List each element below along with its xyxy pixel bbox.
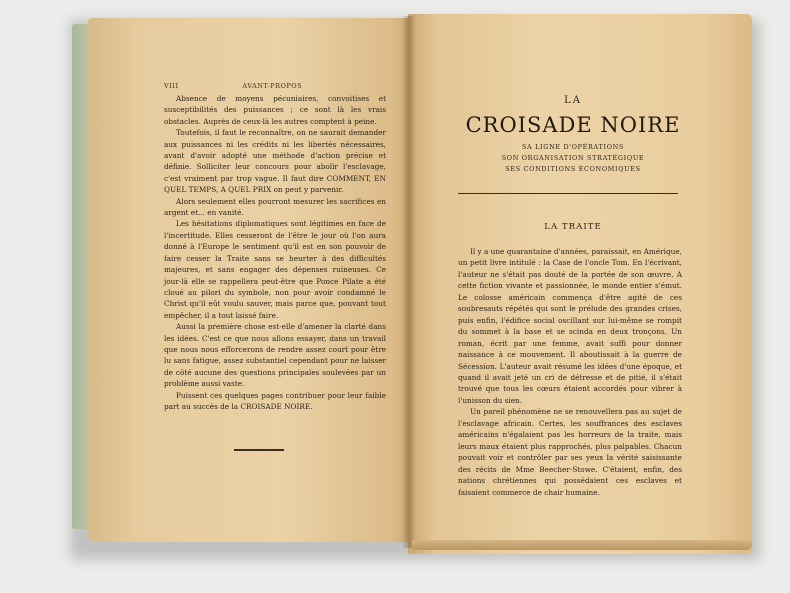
paragraph: Les hésitations diplomatiques sont légitimes en face de l'incertitude. Elles cesseront de l'être le jour où l'on aura donné à l'Europe le sentiment qu'il est en son pouvoir de faire cesser la Traite sans se heurter à des difficultés majeures, et sans engager des dépenses ruineuses. Ce jour-là elle se rappellera peut-être que Ponce Pilate a été cloué au pilori du symbole, non pour avoir condamné le Christ qu'il eût voulu sauver, mais parce que, pouvant tout empêcher, il a tout laissé faire. <box>164 219 386 320</box>
page-edge <box>412 540 752 550</box>
subtitle-line: SES CONDITIONS ÉCONOMIQUES <box>505 165 641 173</box>
book-title: CROISADE NOIRE <box>465 113 681 137</box>
paragraph: Toutefois, il faut le reconnaître, on ne saurait demander aux puissances ni les crédits ni les libertés nécessaires, avant d'avoir adopté une méthode d'action précise et définie. Solliciter leur concours pour abolir l'esclavage, c'est vraiment par trop vague. Il faut dire COMMENT, EN QUEL TEMPS, A QUEL PRIX on peut y parvenir. <box>164 128 386 195</box>
title-article: LA <box>564 95 582 106</box>
subtitle-line: SA LIGNE D'OPÉRATIONS <box>521 143 625 151</box>
paragraph: Puissent ces quelques pages contribuer pour leur faible part au succès de la CROISADE NOIRE. <box>164 390 386 411</box>
title-rule <box>458 193 678 194</box>
paragraph: Il y a une quarantaine d'années, paraissait, en Amérique, un petit livre intitulé : la Case de l'oncle Tom. En l'écrivant, l'auteur ne s'était pas douté de la portée de son œuvre. A cette fiction vivante et passionnée, le monde entier s'émut. Le colosse américain commença d'être agité de ces soubresauts répétés qui sont le prélude des grandes crises, puis enfin, l'édifice social oscillant sur lui-même se rompit du sommet à la base et se scinda en deux tronçons. Un roman, écrit par une femme, avait suffi pour donner naissance à ce mouvement. Il aboutissait à la guerre de Sécession. L'auteur avait résumé les idées d'une époque, et quand il avait jeté un cri de détresse et de pitié, il s'était trouvé que tous les cœurs étaient accordés pour vibrer à l'unisson du sien. <box>458 247 682 405</box>
paragraph: Aussi la première chose est-elle d'amener la clarté dans les idées. C'est ce que nous allons essayer, dans un travail que nous nous efforcerons de rendre assez court pour être lu sans fatigue, assez substantiel cependant pour ne laisser de côté aucune des questions principales soulevées par un problème aussi vaste. <box>164 322 386 389</box>
paragraph: Alors seulement elles pourront mesurer les sacrifices en argent et... en vanité. <box>164 196 386 218</box>
paragraph: Absence de moyens pécuniaires, convoitises et susceptibilités des puissances ; ce sont là les vrais obstacles. Auprès de ceux-là les autres comptent à peine. <box>164 94 386 126</box>
section-title: LA TRAITE <box>544 222 602 232</box>
end-rule <box>234 449 284 451</box>
page-number: VIII <box>164 82 179 90</box>
subtitle-line: SON ORGANISATION STRATÉGIQUE <box>501 154 645 162</box>
paragraph: Un pareil phénomène ne se renouvellera pas au sujet de l'esclavage africain. Certes, les souffrances des esclaves américains n'égalaient pas les horreurs de la traite, mais leurs maux étaient plus rapprochés, plus palpables. Chacun pouvait voir et contrôler par ses yeux la vérité saisissante des récits de Mme Beecher-Stowe. C'étaient, enfin, des nations chrétiennes qui possédaient ces esclaves et faisaient commerce de chair humaine. <box>458 407 682 497</box>
running-head <box>164 82 386 90</box>
running-head-title: AVANT-PROPOS <box>242 82 303 90</box>
left-page-text <box>164 93 386 412</box>
right-page-text <box>458 246 682 498</box>
